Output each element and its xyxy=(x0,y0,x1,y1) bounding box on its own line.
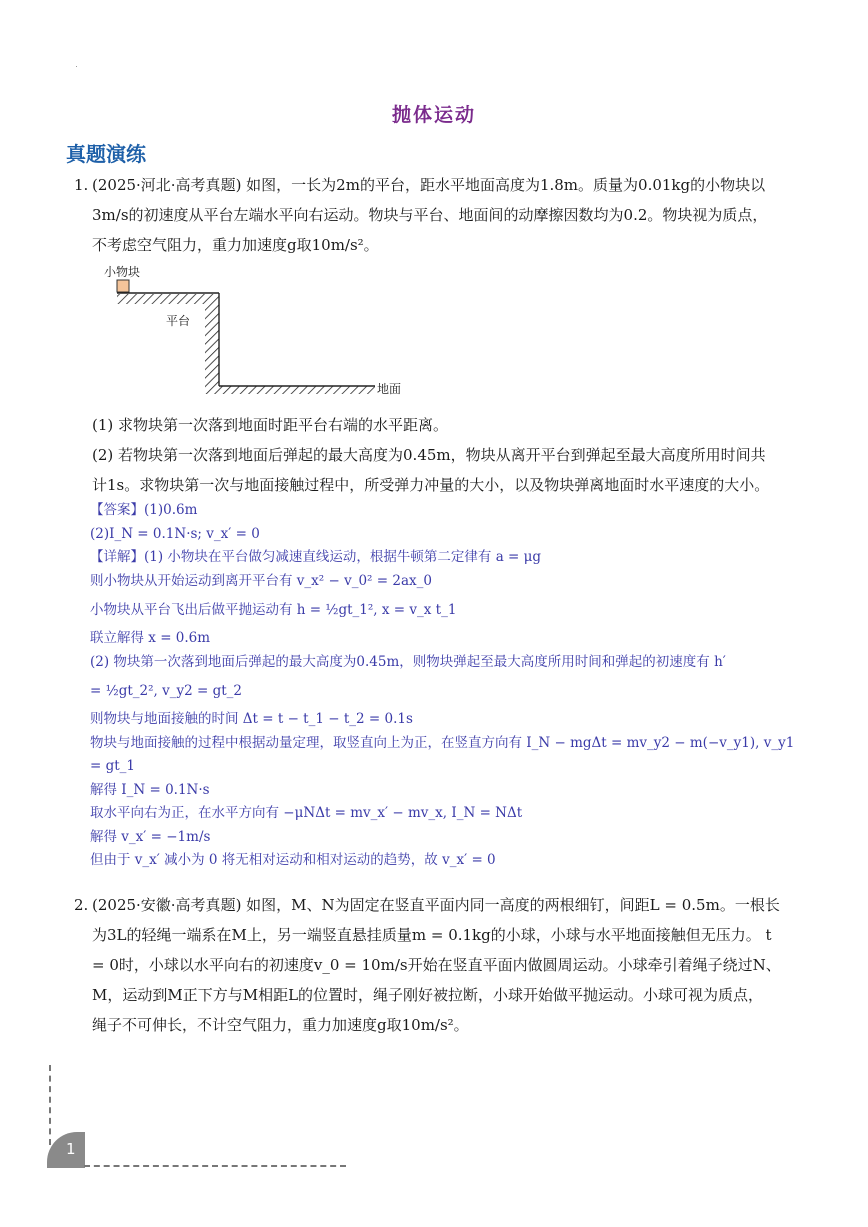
answer-line: 但由于 v_x′ 减小为 0 将无相对运动和相对运动的趋势，故 v_x′ = 0 xyxy=(90,852,496,868)
section-title: 真题演练 xyxy=(66,142,146,166)
question-2-number: 2. xyxy=(74,896,89,914)
answer-block xyxy=(90,499,820,873)
page-title: 抛体运动 xyxy=(391,104,476,126)
question-2-stem xyxy=(92,890,812,1040)
question-1-sub2-line: 计1s。求物块第一次与地面接触过程中，所受弹力冲量的大小，以及物块弹离地面时水平速度的大小。 xyxy=(92,476,770,494)
answer-line: 【详解】(1) 小物块在平台做匀减速直线运动，根据牛顿第二定律有 a = μg xyxy=(90,549,542,565)
question-2-line: 绳子不可伸长，不计空气阻力，重力加速度g取10m/s²。 xyxy=(92,1016,469,1034)
question-1-sub2 xyxy=(92,440,812,500)
ground-hatch xyxy=(205,386,375,394)
platform-figure xyxy=(100,262,420,404)
answer-line: (2)I_N = 0.1N·s; v_x′ = 0 xyxy=(90,525,260,542)
question-2-line: 为3L的轻绳一端系在M上，另一端竖直悬挂质量m = 0.1kg的小球，小球与水平地面接触但无压力。 t xyxy=(92,926,772,944)
question-1-sub2-line: (2) 若物块第一次落到地面后弹起的最大高度为0.45m，物块从离开平台到弹起至最大高度所用时间共 xyxy=(92,446,766,464)
question-1-line: 3m/s的初速度从平台左端水平向右运动。物块与平台、地面间的动摩擦因数均为0.2。物块视为质点， xyxy=(92,206,768,224)
answer-line: (2) 物块第一次落到地面后弹起的最大高度为0.45m，则物块弹起至最大高度所用时间和弹起的初速度有 h′ xyxy=(90,653,726,670)
answer-line: 联立解得 x = 0.6m xyxy=(90,630,211,646)
answer-line: 小物块从平台飞出后做平抛运动有 h = ½gt_1², x = v_x t_1 xyxy=(90,602,457,618)
question-2-line: (2025·安徽·高考真题) 如图，M、N为固定在竖直平面内同一高度的两根细钉，间距L = 0.5m。一根长 xyxy=(92,896,780,914)
question-1-line: 不考虑空气阻力，重力加速度g取10m/s²。 xyxy=(92,236,379,254)
question-1-line: (2025·河北·高考真题) 如图，一长为2m的平台，距水平地面高度为1.8m。质量为0.01kg的小物块以 xyxy=(92,176,766,194)
page-number: 1 xyxy=(66,1140,76,1158)
answer-line: 解得 I_N = 0.1N·s xyxy=(90,781,210,798)
question-2-line: M，运动到M正下方与M相距L的位置时，绳子刚好被拉断，小球开始做平抛运动。小球可视为质点， xyxy=(92,986,764,1004)
answer-line: 则物块与地面接触的时间 Δt = t − t_1 − t_2 = 0.1s xyxy=(90,711,413,727)
ground-label: 地面 xyxy=(377,382,402,396)
answer-line: 【答案】(1)0.6m xyxy=(90,502,198,518)
answer-line: 物块与地面接触的过程中根据动量定理，取竖直向上为正，在竖直方向有 I_N − mgΔt = mv_y2 − m(−v_y1), v_y1 xyxy=(90,734,795,751)
page-corner-dash-vertical xyxy=(49,1065,51,1145)
stray-mark xyxy=(76,66,77,67)
question-1-sub1: (1) 求物块第一次落到地面时距平台右端的水平距离。 xyxy=(92,416,449,434)
answer-line: 解得 v_x′ = −1m/s xyxy=(90,828,211,845)
page-corner-dash-horizontal xyxy=(84,1165,346,1167)
answer-line: = ½gt_2², v_y2 = gt_2 xyxy=(90,683,242,699)
wall-hatch xyxy=(205,304,219,386)
answer-line: 取水平向右为正，在水平方向有 −μNΔt = mv_x′ − mv_x, I_N = NΔt xyxy=(90,805,523,821)
question-1-number: 1. xyxy=(74,176,89,194)
platform-label: 平台 xyxy=(166,314,191,328)
block xyxy=(117,280,129,292)
answer-line: = gt_1 xyxy=(90,758,136,774)
block-label: 小物块 xyxy=(104,265,141,279)
question-1-stem xyxy=(92,170,812,260)
answer-line: 则小物块从开始运动到离开平台有 v_x² − v_0² = 2ax_0 xyxy=(90,572,432,589)
platform-hatch xyxy=(117,294,219,304)
question-2-line: = 0时，小球以水平向右的初速度v_0 = 10m/s开始在竖直平面内做圆周运动。小球牵引着绳子绕过N、 xyxy=(92,956,781,974)
